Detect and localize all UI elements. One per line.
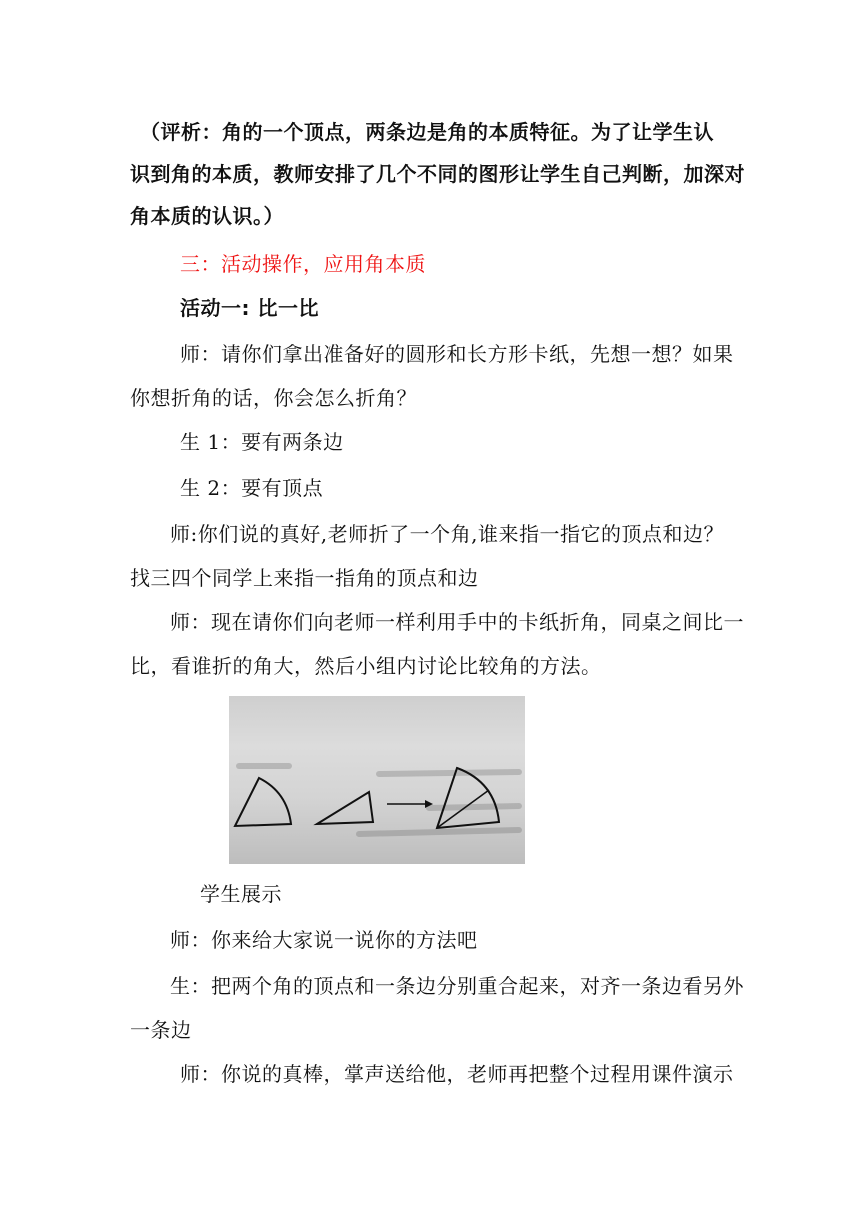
teacher-line-3a: 师：现在请你们向老师一样利用手中的卡纸折角，同桌之间比一 <box>170 610 744 634</box>
analysis-line-1: （评析：角的一个顶点，两条边是角的本质特征。为了让学生认 <box>140 120 714 144</box>
overlap-sector-shape <box>437 768 499 828</box>
student-line-3b: 一条边 <box>130 1018 192 1042</box>
angle-comparison-photo <box>229 696 525 864</box>
analysis-line-3: 角本质的认识。） <box>130 204 284 228</box>
teacher-line-5: 师：你说的真棒，掌声送给他，老师再把整个过程用课件演示 <box>180 1062 734 1086</box>
teacher-line-1b: 你想折角的话，你会怎么折角？ <box>130 386 417 410</box>
activity-title: 活动一: 比一比 <box>180 296 319 320</box>
teacher-line-2b: 找三四个同学上来指一指角的顶点和边 <box>130 566 479 590</box>
teacher-line-1a: 师：请你们拿出准备好的圆形和长方形卡纸，先想一想？如果 <box>180 342 734 366</box>
triangle-shape-2 <box>317 792 373 824</box>
section-heading: 三：活动操作，应用角本质 <box>180 252 426 276</box>
figure-caption: 学生展示 <box>200 882 282 906</box>
student-line-1: 生 1：要有两条边 <box>180 430 344 454</box>
student-line-3a: 生：把两个角的顶点和一条边分别重合起来，对齐一条边看另外 <box>170 974 744 998</box>
sector-shape-1 <box>235 778 291 826</box>
student-line-2: 生 2：要有顶点 <box>180 476 324 500</box>
teacher-line-3b: 比，看谁折的角大，然后小组内讨论比较角的方法。 <box>130 654 602 678</box>
teacher-line-4: 师：你来给大家说一说你的方法吧 <box>170 928 478 952</box>
analysis-line-2: 识到角的本质，教师安排了几个不同的图形让学生自己判断，加深对 <box>130 162 745 186</box>
teacher-line-2a: 师:你们说的真好,老师折了一个角,谁来指一指它的顶点和边？ <box>170 522 724 546</box>
